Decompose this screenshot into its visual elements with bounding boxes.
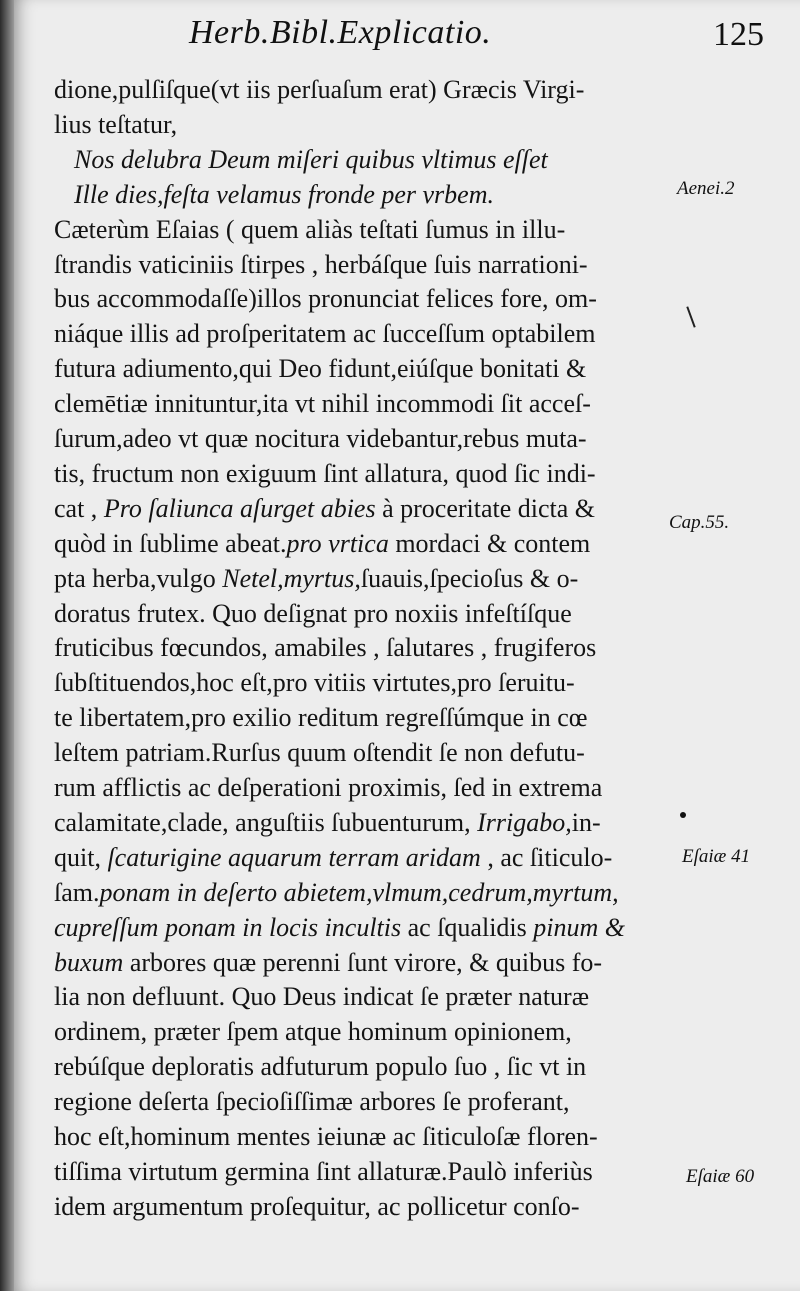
text-line xyxy=(54,108,177,142)
text-run: ac ſqualidis xyxy=(401,912,534,942)
text-line xyxy=(54,701,588,735)
margin-note-esaiae41: Eſaiæ 41 xyxy=(682,846,751,867)
text-run: niáque illis ad proſperitatem ac ſucceſſum optabilem xyxy=(54,319,596,349)
text-line xyxy=(54,248,588,282)
text-run: lius teſtatur, xyxy=(54,109,178,139)
text-run: hoc eſt,hominum mentes ieiunæ ac ſiticuloſæ floren- xyxy=(54,1122,598,1151)
running-title: Herb.Bibl.Explicatio. xyxy=(189,14,492,51)
text-line xyxy=(54,911,625,945)
text-line xyxy=(74,178,494,212)
italic-text-run: ſcaturigine aquarum terram aridam xyxy=(107,842,481,872)
text-line xyxy=(54,666,575,700)
text-run: futura adiumento,qui Deo fidunt,eiúſque bonitati & xyxy=(54,354,587,384)
text-line xyxy=(54,631,596,665)
text-run: ſtrandis vaticiniis ſtirpes , herbáſque ſuis narrationi- xyxy=(54,249,588,279)
text-run: arbores quæ perenni ſunt virore, & quibus fo- xyxy=(123,947,603,977)
text-run: idem argumentum proſequitur, ac pollicetur conſo- xyxy=(54,1191,580,1221)
text-line xyxy=(54,946,602,980)
text-line xyxy=(54,492,595,526)
text-run: dione,pulſiſque(vt iis perſuaſum erat) Græcis Virgi- xyxy=(54,75,585,104)
italic-text-run: Irrigabo, xyxy=(477,807,572,837)
italic-text-run: Nos delubra Deum miſeri quibus vltimus eſſet xyxy=(74,144,548,174)
text-line xyxy=(54,771,602,805)
book-binding-shadow xyxy=(0,0,14,1291)
text-run: in- xyxy=(571,807,601,837)
margin-note-esaiae60: Eſaiæ 60 xyxy=(686,1166,755,1187)
text-run: bus accommodaſſe)illos pronunciat felices fore, om- xyxy=(54,284,597,314)
italic-text-run: Pro ſaliunca aſurget abies xyxy=(103,493,376,523)
text-run: à proceritate dicta & xyxy=(375,493,596,523)
text-run: te libertatem,pro exilio reditum regreſſúmque in cœ xyxy=(54,703,588,733)
italic-text-run: pinum & xyxy=(533,912,625,942)
text-line xyxy=(74,143,548,177)
text-run: ſubſtituendos,hoc eſt,pro vitiis virtutes,pro ſeruitu- xyxy=(54,668,575,698)
text-line xyxy=(54,1050,586,1084)
text-line xyxy=(54,980,589,1014)
text-run: ſam. xyxy=(54,877,100,907)
italic-text-run: Ille dies,feſta velamus fronde per vrbem. xyxy=(74,179,494,209)
text-run: ſuauis,ſpecioſus & o- xyxy=(360,563,579,593)
text-run: ſurum,adeo vt quæ nocitura videbantur,rebus muta- xyxy=(54,424,587,453)
text-run: leſtem patriam.Rurſus quum oſtendit ſe non defutu- xyxy=(54,738,585,768)
text-run: lia non defluunt. Quo Deus indicat ſe præter naturæ xyxy=(54,982,590,1012)
text-run: rebúſque deploratis adfuturum populo ſuo , ſic vt in xyxy=(54,1052,587,1082)
text-run: regione deſerta ſpecioſiſſimæ arbores ſe proferant, xyxy=(54,1087,570,1117)
text-run: clemētiæ innituntur,ita vt nihil incommodi ſit acceſ- xyxy=(54,389,591,419)
italic-text-run: ponam in deſerto abietem,vlmum,cedrum,myrtum, xyxy=(99,877,619,907)
text-run: Cæterùm Eſaias ( quem aliàs teſtati ſumus in illu- xyxy=(54,214,566,244)
page-number: 125 xyxy=(713,16,764,53)
book-page xyxy=(14,0,800,1291)
italic-text-run: buxum xyxy=(54,947,124,977)
text-line xyxy=(54,841,612,875)
text-line xyxy=(54,806,601,840)
text-line xyxy=(54,1015,572,1049)
text-run: fruticibus fœcundos, amabiles , ſalutares , frugiferos xyxy=(54,633,597,663)
text-line xyxy=(54,73,584,107)
text-line xyxy=(54,1085,569,1119)
text-run: quit, xyxy=(54,842,108,872)
text-run: , ac ſiticulo- xyxy=(480,842,613,872)
text-run: doratus frutex. Quo deſignat pro noxiis infeſtíſque xyxy=(54,598,572,628)
margin-tick-mark xyxy=(686,306,695,327)
italic-text-run: cupreſſum ponam in locis incultis xyxy=(54,912,402,942)
text-line xyxy=(54,562,578,596)
text-line xyxy=(54,597,572,631)
text-line xyxy=(54,422,587,456)
text-line xyxy=(54,736,585,770)
text-run: ordinem, præter ſpem atque hominum opinionem, xyxy=(54,1017,572,1047)
text-run: quòd in ſublime abeat. xyxy=(54,528,287,558)
text-line xyxy=(54,457,596,491)
text-line xyxy=(54,1190,580,1224)
text-line xyxy=(54,1120,598,1154)
text-run: pta herba,vulgo xyxy=(54,563,223,593)
text-run: tis, fructum non exiguum ſint allatura, quod ſic indi- xyxy=(54,458,596,488)
margin-note-cap55: Cap.55. xyxy=(669,512,730,533)
text-run: rum afflictis ac deſperationi proximis, ſed in extrema xyxy=(54,773,603,802)
text-run: mordaci & contem xyxy=(388,528,591,558)
text-line xyxy=(54,352,586,386)
text-line xyxy=(54,1155,593,1189)
text-line xyxy=(54,387,591,421)
text-line xyxy=(54,213,565,247)
text-line xyxy=(54,282,597,316)
text-run: tiſſima virtutum germina ſint allaturæ.Paulò inferiùs xyxy=(54,1156,593,1186)
italic-text-run: pro vrtica xyxy=(286,528,389,558)
text-run: calamitate,clade, anguſtiis ſubuenturum, xyxy=(54,807,478,837)
text-line xyxy=(54,876,619,910)
margin-note-aeneid: Aenei.2 xyxy=(677,178,735,199)
text-line xyxy=(54,317,595,351)
text-run: cat , xyxy=(54,493,104,523)
italic-text-run: Netel,myrtus, xyxy=(222,563,361,593)
margin-dot-mark xyxy=(680,812,686,818)
text-line xyxy=(54,527,590,561)
